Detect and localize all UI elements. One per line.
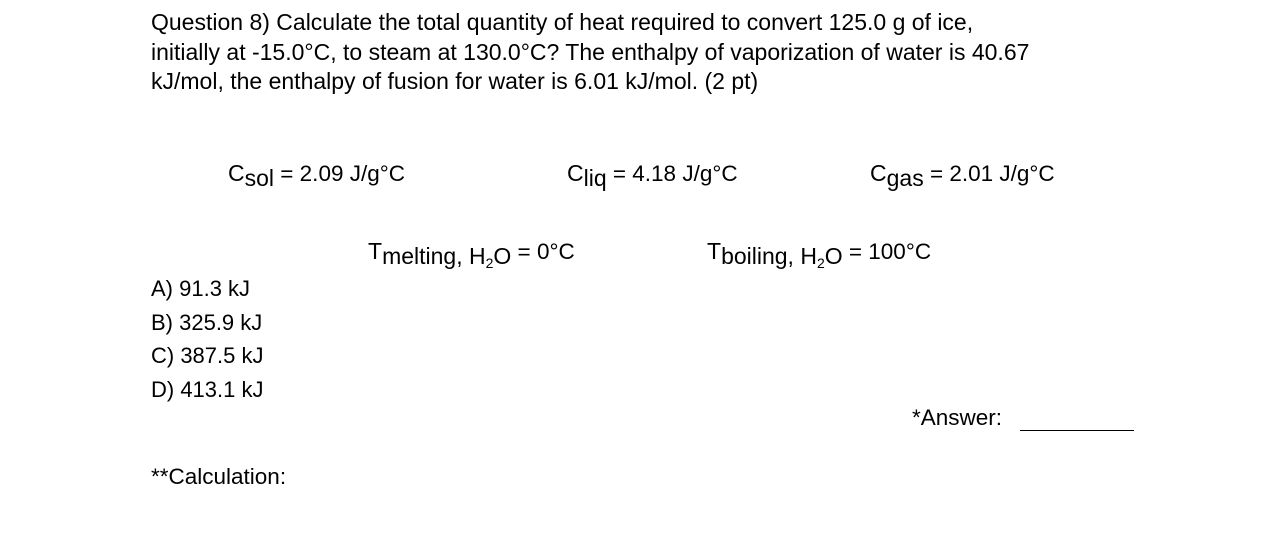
constant-symbol: C	[567, 160, 584, 186]
question-text	[151, 8, 1161, 97]
constant-symbol: C	[228, 160, 245, 186]
constant-value: = 0°C	[511, 239, 575, 264]
choice-b: B) 325.9 kJ	[151, 309, 263, 335]
constant-value: = 2.01 J/g°C	[923, 161, 1055, 186]
constant-symbol: C	[870, 160, 887, 186]
question-line-2: initially at -15.0°C, to steam at 130.0°C? The enthalpy of vaporization of water is 40.67	[151, 38, 1030, 65]
constant-subscript	[382, 243, 511, 269]
constant-t-boiling	[707, 238, 932, 271]
constant-c-liq	[567, 160, 738, 191]
constant-subscript: sol	[244, 165, 275, 191]
question-line-1: Question 8) Calculate the total quantity of heat required to convert 125.0 g of ice,	[151, 9, 974, 35]
subscript-text-end: O	[493, 243, 512, 269]
constant-subscript	[721, 243, 843, 269]
choice-d: D) 413.1 kJ	[151, 376, 264, 402]
constant-value: = 4.18 J/g°C	[606, 161, 738, 186]
constant-symbol: T	[707, 238, 722, 264]
constant-t-melting	[368, 238, 575, 271]
constant-c-gas	[870, 160, 1055, 191]
answer-label: *Answer:	[912, 405, 1003, 430]
constant-value: = 100°C	[842, 239, 932, 264]
choice-a: A) 91.3 kJ	[151, 276, 251, 301]
subscript-text-end: O	[824, 243, 843, 269]
choice-c: C) 387.5 kJ	[151, 343, 264, 368]
constant-value: = 2.09 J/g°C	[274, 161, 405, 186]
answer-blank-line	[1020, 430, 1134, 431]
subscript-text: boiling, H	[721, 243, 817, 269]
subscript-text: melting, H	[382, 243, 486, 269]
subscript-number: 2	[816, 255, 825, 271]
question-line-3: kJ/mol, the enthalpy of fusion for water is 6.01 kJ/mol. (2 pt)	[151, 68, 759, 94]
answer-choices	[151, 272, 264, 406]
constant-symbol: T	[368, 238, 383, 264]
calculation-label: **Calculation:	[151, 464, 287, 489]
constant-subscript: liq	[583, 165, 607, 191]
constant-subscript: gas	[886, 165, 924, 191]
subscript-number: 2	[485, 255, 494, 271]
constant-c-sol	[228, 160, 405, 191]
